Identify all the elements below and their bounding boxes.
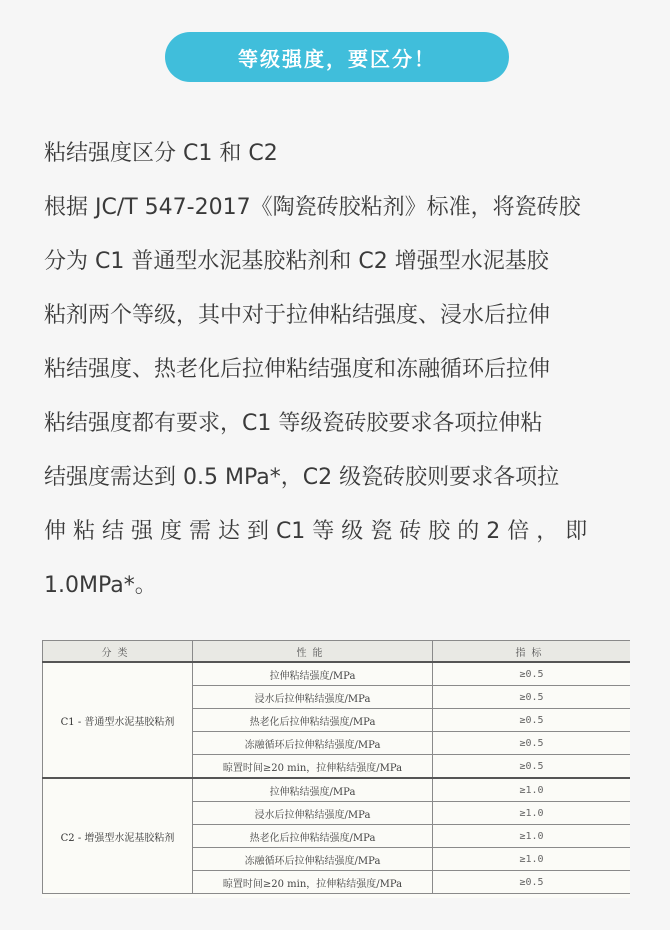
property-cell: 晾置时间≥20 min，拉伸粘结强度/MPa xyxy=(193,755,433,779)
indicator-cell: ≥1.0 xyxy=(433,848,631,871)
indicator-cell: ≥0.5 xyxy=(433,686,631,709)
property-cell: 冻融循环后拉伸粘结强度/MPa xyxy=(193,848,433,871)
article-body xyxy=(44,132,636,618)
header-property: 性能 xyxy=(193,641,433,663)
section-title-banner xyxy=(165,32,509,82)
category-cell: C2 - 增强型水泥基胶粘剂 xyxy=(43,778,193,894)
property-cell: 拉伸粘结强度/MPa xyxy=(193,778,433,802)
article-line: 粘结强度、热老化后拉伸粘结强度和冻融循环后拉伸 xyxy=(44,357,551,382)
indicator-cell: ≥0.5 xyxy=(433,755,631,779)
header-indicator: 指标 xyxy=(433,641,631,663)
article-line: 分为 C1 普通型水泥基胶粘剂和 C2 增强型水泥基胶 xyxy=(44,249,549,274)
article-line: 1.0MPa*。 xyxy=(44,573,157,598)
table-row xyxy=(43,662,631,686)
article-line: 结强度需达到 0.5 MPa*，C2 级瓷砖胶则要求各项拉 xyxy=(44,465,560,490)
indicator-cell: ≥1.0 xyxy=(433,825,631,848)
spec-table xyxy=(42,640,630,894)
indicator-cell: ≥0.5 xyxy=(433,732,631,755)
property-cell: 热老化后拉伸粘结强度/MPa xyxy=(193,825,433,848)
property-cell: 热老化后拉伸粘结强度/MPa xyxy=(193,709,433,732)
table-row xyxy=(43,778,631,802)
property-cell: 晾置时间≥20 min，拉伸粘结强度/MPa xyxy=(193,871,433,894)
indicator-cell: ≥0.5 xyxy=(433,871,631,894)
indicator-cell: ≥0.5 xyxy=(433,709,631,732)
header-category: 分类 xyxy=(43,641,193,663)
indicator-cell: ≥0.5 xyxy=(433,662,631,686)
article-line: 粘剂两个等级，其中对于拉伸粘结强度、浸水后拉伸 xyxy=(44,303,551,328)
article-line: 伸 粘 结 强 度 需 达 到 C1 等 级 瓷 砖 胶 的 2 倍 ， 即 xyxy=(44,519,588,544)
category-cell: C1 - 普通型水泥基胶粘剂 xyxy=(43,662,193,778)
property-cell: 浸水后拉伸粘结强度/MPa xyxy=(193,686,433,709)
property-cell: 浸水后拉伸粘结强度/MPa xyxy=(193,802,433,825)
article-line: 粘结强度区分 C1 和 C2 xyxy=(44,141,278,166)
property-cell: 拉伸粘结强度/MPa xyxy=(193,662,433,686)
article-line: 根据 JC/T 547-2017《陶瓷砖胶粘剂》标准，将瓷砖胶 xyxy=(44,195,581,220)
table-header-row xyxy=(43,641,631,663)
indicator-cell: ≥1.0 xyxy=(433,802,631,825)
section-title: 等级强度，要区分！ xyxy=(238,46,436,71)
indicator-cell: ≥1.0 xyxy=(433,778,631,802)
article-line: 粘结强度都有要求，C1 等级瓷砖胶要求各项拉伸粘 xyxy=(44,411,543,436)
property-cell: 冻融循环后拉伸粘结强度/MPa xyxy=(193,732,433,755)
spec-table-image xyxy=(42,640,630,898)
